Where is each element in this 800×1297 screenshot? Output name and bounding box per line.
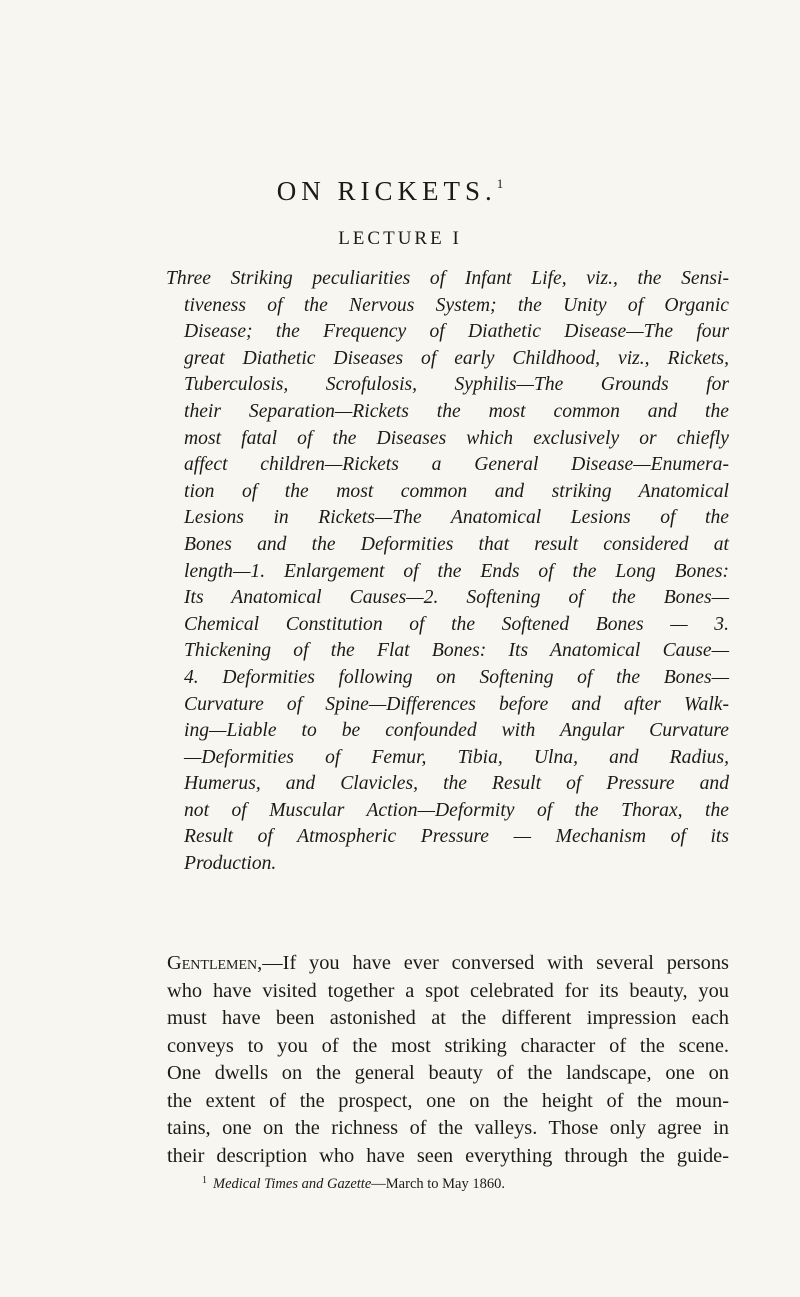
synopsis-line: length—1. Enlargement of the Ends of the Long Bones: bbox=[184, 560, 729, 582]
synopsis-line: tiveness of the Nervous System; the Unity of Organic bbox=[184, 294, 729, 316]
synopsis-line: Its Anatomical Causes—2. Softening of the Bones— bbox=[184, 587, 729, 609]
synopsis-line: Curvature of Spine—Differences before and after Walk- bbox=[184, 693, 729, 715]
synopsis-line: Humerus, and Clavicles, the Result of Pressure and bbox=[184, 773, 729, 795]
chapter-title-text: ON RICKETS. bbox=[276, 176, 497, 206]
salutation: Gentlemen, bbox=[167, 952, 263, 974]
synopsis-line: Production. bbox=[184, 853, 277, 875]
synopsis-line: Thickening of the Flat Bones: Its Anatomical Cause— bbox=[184, 640, 729, 662]
body-line: tains, one on the richness of the valleys. Those only agree in bbox=[167, 1117, 729, 1139]
lecture-heading: LECTURE I bbox=[338, 228, 462, 249]
synopsis-line: most fatal of the Diseases which exclusively or chiefly bbox=[184, 427, 729, 449]
footnote-detail: —March to May 1860. bbox=[371, 1176, 505, 1192]
synopsis-line: Lesions in Rickets—The Anatomical Lesions of the bbox=[184, 507, 729, 529]
synopsis-line: Result of Atmospheric Pressure — Mechanism of its bbox=[184, 826, 729, 848]
synopsis-line: —Deformities of Femur, Tibia, Ulna, and Radius, bbox=[184, 746, 729, 768]
body-line: conveys to you of the most striking character of the scene. bbox=[167, 1034, 729, 1057]
synopsis-line: Three Striking peculiarities of Infant Life, viz., the Sensi- bbox=[166, 268, 729, 289]
body-line: who have visited together a spot celebrated for its beauty, you bbox=[167, 979, 729, 1002]
synopsis-line: affect children—Rickets a General Disease—Enumera- bbox=[184, 454, 729, 476]
body-line: the extent of the prospect, one on the height of the moun- bbox=[167, 1089, 729, 1112]
synopsis-line: Tuberculosis, Scrofulosis, Syphilis—The Grounds for bbox=[184, 374, 729, 396]
footnote-reference: 1 bbox=[496, 176, 504, 191]
synopsis-line: tion of the most common and striking Anatomical bbox=[184, 480, 729, 502]
synopsis-line: ing—Liable to be confounded with Angular Curvature bbox=[184, 720, 729, 742]
chapter-title bbox=[0, 176, 790, 207]
body-line: must have been astonished at the different impression each bbox=[167, 1007, 729, 1029]
footnote bbox=[202, 1175, 505, 1193]
synopsis-line: their Separation—Rickets the most common and the bbox=[184, 400, 729, 422]
synopsis-line: Bones and the Deformities that result considered at bbox=[184, 533, 729, 555]
footnote-mark: 1 bbox=[202, 1175, 207, 1186]
synopsis-line: Disease; the Frequency of Diathetic Disease—The four bbox=[184, 321, 729, 343]
body-line: their description who have seen everything through the guide- bbox=[167, 1144, 729, 1167]
body-line-text: —If you have ever conversed with several persons bbox=[262, 952, 729, 974]
synopsis-line: Chemical Constitution of the Softened Bones — 3. bbox=[184, 613, 729, 635]
lecture-synopsis bbox=[166, 266, 729, 878]
synopsis-line: 4. Deformities following on Softening of the Bones— bbox=[184, 666, 729, 688]
body-line: One dwells on the general beauty of the landscape, one on bbox=[167, 1062, 729, 1084]
body-paragraph bbox=[167, 950, 729, 1170]
footnote-source: Medical Times and Gazette bbox=[213, 1176, 372, 1192]
body-line bbox=[167, 950, 729, 978]
synopsis-line: not of Muscular Action—Deformity of the Thorax, the bbox=[184, 799, 729, 821]
synopsis-line: great Diathetic Diseases of early Childhood, viz., Rickets, bbox=[184, 347, 729, 369]
